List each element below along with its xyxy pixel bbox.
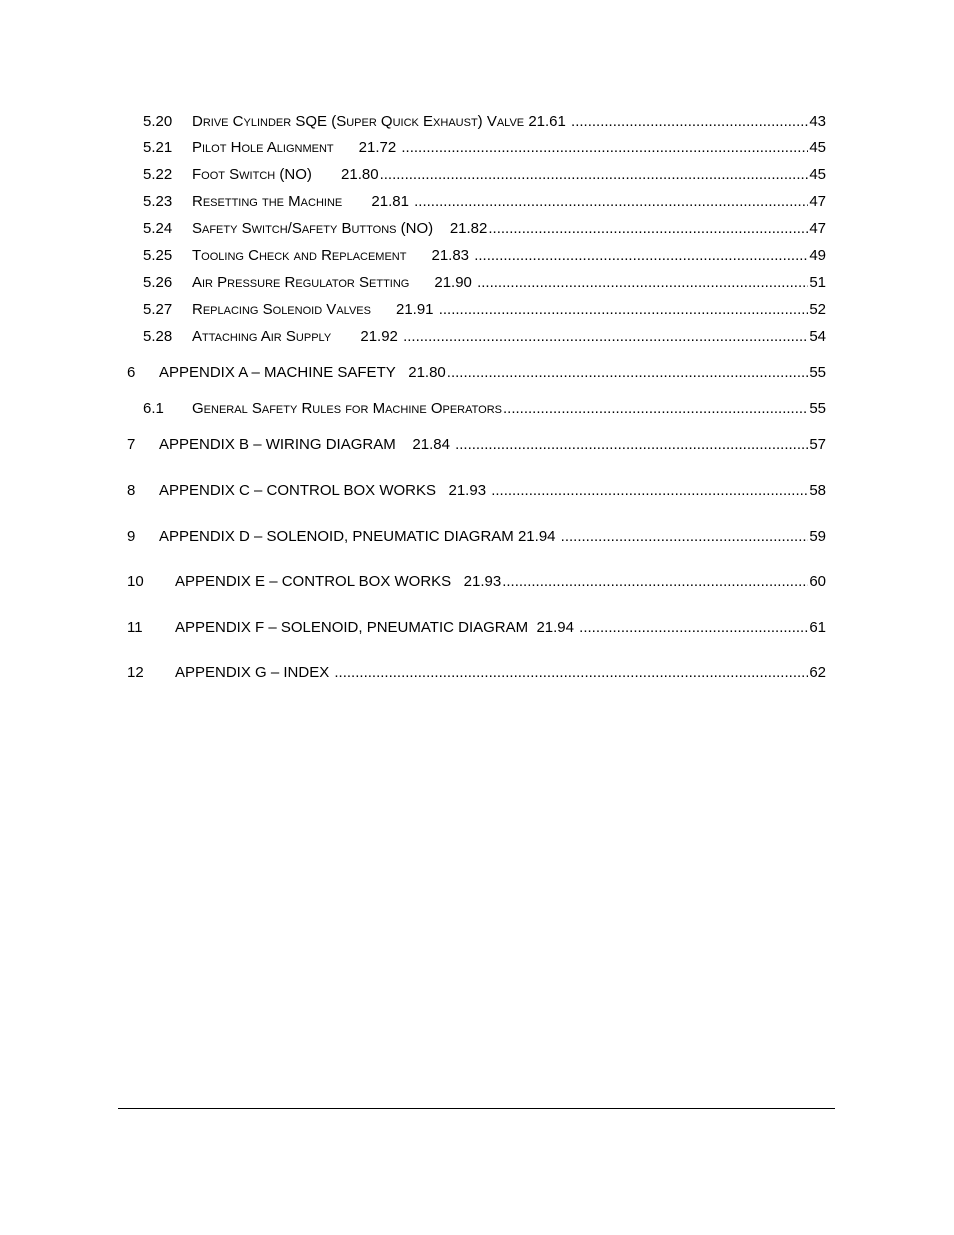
toc-number: 5.21 [143, 139, 173, 156]
toc-reference: 21.93 [436, 482, 491, 499]
toc-reference: 21.91 [370, 301, 438, 318]
toc-leader [455, 435, 808, 455]
toc-reference: 21.84 [395, 436, 455, 453]
toc-number: 5.27 [143, 301, 173, 318]
toc-entry[interactable] [0, 112, 954, 132]
toc-title: APPENDIX F – SOLENOID, PNEUMATIC DIAGRAM [175, 619, 529, 636]
toc-reference: 21.80 [311, 166, 379, 183]
toc-number: 6 [127, 364, 136, 381]
toc-leader [579, 618, 808, 638]
toc-title: Resetting the Machine [192, 193, 343, 210]
toc-title: Foot Switch (NO) [192, 166, 312, 183]
toc-reference: 21.83 [406, 247, 474, 264]
toc-page-number: 47 [809, 193, 826, 210]
toc-number: 11 [127, 619, 143, 636]
toc-entry[interactable] [0, 572, 954, 592]
toc-page-number: 55 [809, 364, 826, 381]
toc-page-number: 61 [809, 619, 826, 636]
toc-reference: 21.94 [513, 528, 560, 545]
toc-reference: 21.90 [409, 274, 477, 291]
toc-leader [503, 399, 808, 419]
toc-reference: 21.72 [333, 139, 401, 156]
toc-leader [477, 273, 808, 293]
toc-reference [329, 663, 333, 683]
toc-entry[interactable] [0, 527, 954, 547]
toc-leader [474, 246, 808, 266]
toc-leader [380, 165, 809, 185]
toc-reference: 21.82 [433, 220, 488, 237]
toc-page-number: 57 [809, 436, 826, 453]
toc-page-number: 62 [809, 664, 826, 681]
toc-page-number: 45 [809, 139, 826, 156]
toc-entry[interactable] [0, 663, 954, 683]
toc-leader [447, 363, 809, 383]
toc-reference: 21.80 [395, 364, 446, 381]
toc-number: 8 [127, 482, 136, 499]
toc-number: 9 [127, 528, 136, 545]
toc-page-number: 55 [809, 400, 826, 417]
toc-title: Attaching Air Supply [192, 328, 332, 345]
toc-number: 5.24 [143, 220, 173, 237]
toc-leader [561, 527, 809, 547]
toc-entry[interactable] [0, 192, 954, 212]
toc-number: 6.1 [143, 400, 164, 417]
toc-leader [439, 300, 809, 320]
toc-page-number: 49 [809, 247, 826, 264]
toc-entry[interactable] [0, 435, 954, 455]
toc-number: 5.28 [143, 328, 173, 345]
toc-number: 5.22 [143, 166, 173, 183]
toc-number: 12 [127, 664, 144, 681]
toc-reference: 21.94 [528, 619, 579, 636]
toc-leader [403, 327, 808, 347]
toc-title: APPENDIX D – SOLENOID, PNEUMATIC DIAGRAM [159, 528, 514, 545]
toc-leader [401, 138, 808, 158]
toc-title: General Safety Rules for Machine Operators [192, 400, 502, 417]
toc-entry[interactable] [0, 273, 954, 293]
toc-page-number: 54 [809, 328, 826, 345]
toc-entry[interactable] [0, 219, 954, 239]
toc-number: 5.25 [143, 247, 173, 264]
toc-page-number: 58 [809, 482, 826, 499]
toc-title: Drive Cylinder SQE (Super Quick Exhaust) Valve [192, 113, 525, 130]
toc-title: Replacing Solenoid Valves [192, 301, 371, 318]
toc-leader [571, 112, 808, 132]
toc-entry[interactable] [0, 399, 954, 419]
toc-page-number: 47 [809, 220, 826, 237]
toc-reference: 21.81 [342, 193, 414, 210]
toc-leader [414, 192, 808, 212]
toc-title: Safety Switch/Safety Buttons (NO) [192, 220, 434, 237]
toc-page-number: 52 [809, 301, 826, 318]
toc-reference: 21.92 [331, 328, 403, 345]
toc-entry[interactable] [0, 165, 954, 185]
toc-page-number: 45 [809, 166, 826, 183]
toc-number: 5.23 [143, 193, 173, 210]
toc-leader [502, 572, 808, 592]
toc-entry[interactable] [0, 246, 954, 266]
toc-entry[interactable] [0, 300, 954, 320]
toc-leader [488, 219, 808, 239]
toc-page-number: 43 [809, 113, 826, 130]
toc-entry[interactable] [0, 327, 954, 347]
footer-divider [118, 1108, 835, 1109]
toc-title: Air Pressure Regulator Setting [192, 274, 410, 291]
toc-leader [334, 663, 808, 683]
toc-number: 10 [127, 573, 144, 590]
toc-title: Pilot Hole Alignment [192, 139, 334, 156]
toc-title: APPENDIX A – MACHINE SAFETY [159, 364, 396, 381]
toc-entry[interactable] [0, 618, 954, 638]
toc-title: APPENDIX G – INDEX [175, 664, 330, 681]
toc-title: Tooling Check and Replacement [192, 247, 407, 264]
toc-reference: 21.93 [451, 573, 502, 590]
toc-entry[interactable] [0, 363, 954, 383]
toc-page-number: 60 [809, 573, 826, 590]
toc-page-number: 51 [809, 274, 826, 291]
toc-entry[interactable] [0, 138, 954, 158]
toc-title: APPENDIX C – CONTROL BOX WORKS [159, 482, 436, 499]
toc-number: 7 [127, 436, 136, 453]
toc-reference: 21.61 [524, 113, 571, 130]
toc-number: 5.26 [143, 274, 173, 291]
toc-title: APPENDIX E – CONTROL BOX WORKS [175, 573, 452, 590]
toc-entry[interactable] [0, 481, 954, 501]
toc-leader [491, 481, 808, 501]
toc-number: 5.20 [143, 113, 173, 130]
toc-page-number: 59 [809, 528, 826, 545]
toc-title: APPENDIX B – WIRING DIAGRAM [159, 436, 396, 453]
